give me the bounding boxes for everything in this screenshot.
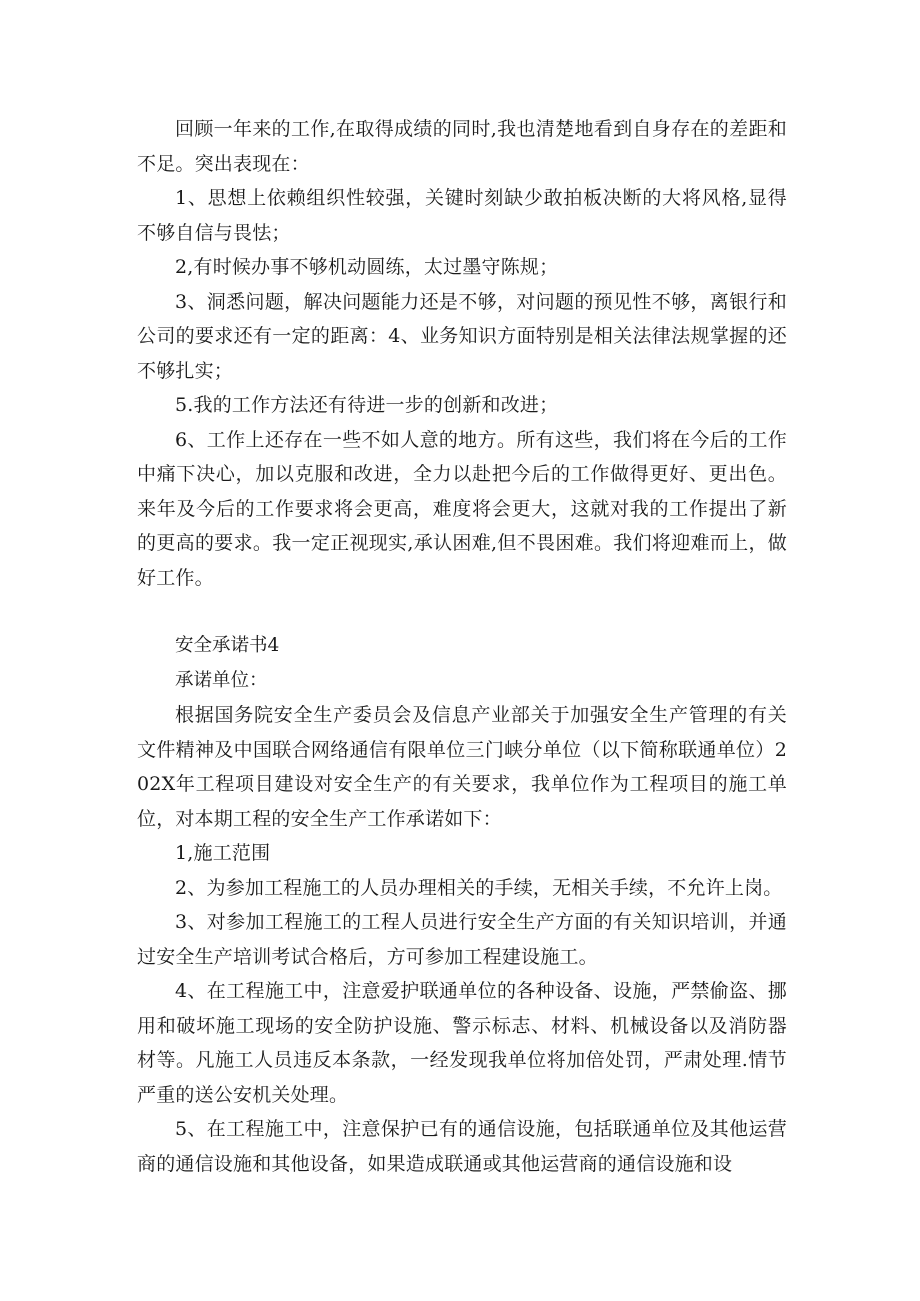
review-item: 5.我的工作方法还有待进一步的创新和改进； <box>175 394 559 416</box>
pledge-unit-label: 承诺单位： <box>175 669 268 691</box>
pledge-item: 3、对参加工程施工的工程人员进行安全生产方面的有关知识培训，并通过安全生产培训考试合格后，方可参加工程建设施工。 <box>137 911 787 968</box>
review-item: 6、工作上还存在一些不如人意的地方。所有这些，我们将在今后的工作中痛下决心，加以克服和改进，全力以赴把今后的工作做得更好、更出色。来年及今后的工作要求将会更高，难度将会更大，这就对我的工作提出了新的更高的要求。我一定正视现实,承认困难,但不畏困难。我们将迎难而上，做好工作。 <box>137 428 787 589</box>
pledge-intro: 根据国务院安全生产委员会及信息产业部关于加强安全生产管理的有关文件精神及中国联合网络通信有限单位三门峡分单位（以下简称联通单位）202X年工程项目建设对安全生产的有关要求，我单位作为工程项目的施工单位，对本期工程的安全生产工作承诺如下： <box>137 704 787 830</box>
pledge-item: 5、在工程施工中，注意保护已有的通信设施，包括联通单位及其他运营商的通信设施和其他设备，如果造成联通或其他运营商的通信设施和设 <box>137 1118 787 1175</box>
review-item: 3、洞悉问题，解决问题能力还是不够，对问题的预见性不够，离银行和公司的要求还有一定的距离：4、业务知识方面特别是相关法律法规掌握的还不够扎实； <box>137 290 787 382</box>
pledge-item: 2、为参加工程施工的人员办理相关的手续，无相关手续，不允许上岗。 <box>175 876 783 899</box>
pledge-item: 4、在工程施工中，注意爱护联通单位的各种设备、设施，严禁偷盗、挪用和破坏施工现场的安全防护设施、警示标志、材料、机械设备以及消防器材等。凡施工人员违反本条款，一经发现我单位将加倍处罚，严肃处理.情节严重的送公安机关处理。 <box>137 980 787 1106</box>
review-intro: 回顾一年来的工作,在取得成绩的同时,我也清楚地看到自身存在的差距和不足。突出表现在： <box>137 118 787 175</box>
review-item: 2,有时候办事不够机动圆练，太过墨守陈规； <box>175 256 559 278</box>
pledge-item: 1,施工范围 <box>175 842 271 864</box>
document-body <box>137 112 787 1181</box>
pledge-title: 安全承诺书4 <box>175 635 280 656</box>
section-spacer <box>137 595 787 629</box>
review-item: 1、思想上依赖组织性较强，关键时刻缺少敢拍板决断的大将风格,显得不够自信与畏怯； <box>137 187 787 244</box>
